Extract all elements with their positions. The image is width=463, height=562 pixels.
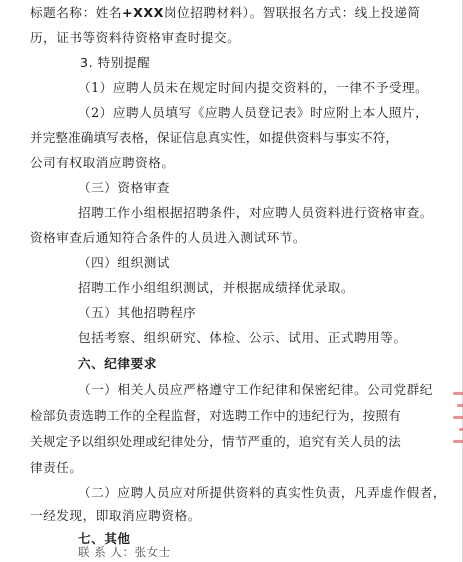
line-5: （2）应聘人员填写《应聘人员登记表》时应附上本人照片， (78, 105, 429, 120)
stamp-stroke-2 (457, 404, 463, 407)
line-1-part-3: 岗位招聘材料）。智联报名方式：线上投递简 (163, 5, 421, 20)
line-1-part-2: +XXX (122, 5, 164, 20)
line-20: （二）应聘人员应对所提供资料的真实性负责，凡弄虚作假者， (78, 485, 447, 500)
line-4: （1）应聘人员未在规定时间内提交资料的，一律不予受理。 (78, 80, 429, 95)
section-san-heading: （三）资格审查 (78, 180, 171, 195)
line-12: 招聘工作小组组织测试，并根据成绩择优录取。 (78, 280, 355, 295)
red-stamp-edge (441, 388, 463, 458)
line-18: 关规定予以组织处理或纪律处分，情节严重的，追究有关人员的法 (30, 434, 402, 449)
line-10: 资格审查后通知符合条件的人员进入测试环节。 (30, 230, 307, 245)
line-21: 一经发现，即取消应聘资格。 (30, 508, 201, 523)
line-17: 检部负责选聘工作的全程监督，对选聘工作中的违纪行为，按照有 (30, 408, 402, 423)
stamp-stroke-4 (459, 428, 463, 431)
stamp-stroke-1 (453, 392, 463, 395)
line-1-part-1: 标题名称：姓名 (30, 5, 123, 20)
line-19: 律责任。 (30, 460, 83, 475)
line-14: 包括考察、组织研究、体检、公示、试用、正式聘用等。 (78, 330, 407, 345)
line-1 (30, 4, 420, 22)
section-wu-heading: （五）其他招聘程序 (78, 305, 197, 320)
stamp-stroke-3 (453, 416, 463, 419)
section-3-heading: 3. 特别提醒 (80, 55, 151, 70)
section-seven-heading: 七、其他 (78, 531, 131, 546)
section-si-heading: （四）组织测试 (78, 255, 171, 270)
line-16: （一）相关人员应严格遵守工作纪律和保密纪律。公司党群纪 (78, 382, 433, 397)
line-6: 并完整准确填写表格，保证信息真实性，如提供资料与事实不符， (30, 130, 399, 145)
stamp-stroke-5 (453, 440, 463, 443)
line-9: 招聘工作小组根据招聘条件，对应聘人员资料进行资格审查。 (78, 205, 433, 220)
contact-line: 联 系 人：张女士 (78, 545, 171, 559)
section-six-heading: 六、纪律要求 (78, 356, 157, 371)
line-2: 历，证书等资料待资格审查时提交。 (30, 30, 241, 45)
line-7: 公司有权取消应聘资格。 (30, 155, 175, 170)
